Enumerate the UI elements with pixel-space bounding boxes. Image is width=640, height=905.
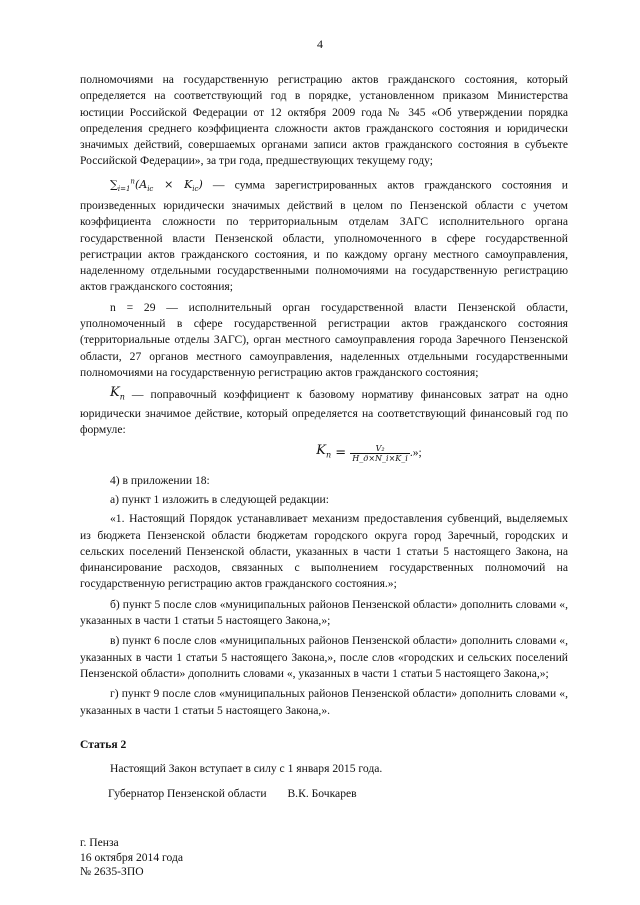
kn-variable: $K_п$ (110, 385, 125, 402)
item-b: б) пункт 5 после слов «муниципальных районов Пензенской области» дополнить словами «, указанных в части 1 статьи 5 настоящего Закона,»; (80, 597, 568, 628)
governor-signature-line (108, 786, 508, 802)
quoted-point-1: «1. Настоящий Порядок устанавливает механизм предоставления субвенций, выделяемых из бюджета Пензенской области бюджетам городского округа город Заречный, городских и сельских поселений Пензенской области, указанных в части 1 статьи 5 настоящего Закона, на финансирование расходов, связанных с выполнением государственных полномочий на государственную регистрацию актов гражданского состояния.»; (80, 512, 568, 591)
governor-name: В.К. Бочкарев (287, 787, 357, 800)
governor-title: Губернатор Пензенской области (108, 787, 267, 800)
item-g: г) пункт 9 после слов «муниципальных районов Пензенской области» дополнить словами «, указанных в части 1 статьи 5 настоящего Закона,». (80, 687, 568, 717)
paragraph-continuation: полномочиями на государственную регистрацию актов гражданского состояния, который определяется на соответствующий год в порядке, установленном приказом Министерства юстиции Российской Федерации от 12 октября 2009 года № 345 «Об утверждении порядка определения среднего коэффициента сложности актов гражданского состояния и юридически значимых действий, совершаемых органами записи актов гражданского состояния в субъекте Российской Федерации», за три года, предшествующих текущему году; (80, 73, 568, 168)
paragraph-n-definition: n = 29 — исполнительный орган государственной власти Пензенской области, уполномоченный в сфере государственной регистрации актов гражданского состояния (территориальные отделы ЗАГС), орган местного самоуправления города Заречного Пензенской области, 27 органов местного самоуправления, наделенных отдельными государственными полномочиями на государственную регистрацию актов гражданского состояния; (80, 300, 568, 379)
kn-definition-text: — поправочный коэффициент к базовому нормативу финансовых затрат на одно юридически значимое действие, который определяется на соответствующий финансовый год по формуле: (80, 388, 568, 437)
footer-number: № 2635-ЗПО (80, 865, 144, 878)
article-2-text: Настоящий Закон вступает в силу с 1 января 2015 года. (110, 762, 383, 776)
footer-city: г. Пенза (80, 836, 119, 849)
document-footer (80, 836, 380, 880)
footer-date: 16 октября 2014 года (80, 850, 184, 864)
article-2-heading: Статья 2 (80, 737, 127, 751)
document-body (80, 72, 568, 781)
sum-definition-text: — сумма зарегистрированных актов гражданского состояния и произведенных юридически значимых действий в целом по Пензенской области с учетом коэффициента сложности по территориальным отделам ЗАГС исполнительного органа государственной власти Пензенской области, уполномоченного в сфере государственной регистрации актов гражданского состояния, и по каждому органу местного самоуправления, наделенному отдельными государственными полномочиями на государственную регистрацию актов гражданского состояния; (80, 178, 568, 294)
item-4: 4) в приложении 18: (110, 473, 210, 487)
sum-formula: $\sum_{i=1}^n(A_{ic} \times K_{ic})$ (110, 177, 203, 194)
page-number: 4 (317, 37, 323, 51)
kn-formula: $K_п$ = $\frac{\text{V₂}}{H\_д\times N\_i\times K\_i}$ .»; (316, 442, 422, 463)
paragraph-kn-definition (80, 385, 568, 438)
item-v: в) пункт 6 после слов «муниципальных районов Пензенской области» дополнить словами «, указанных в части 1 статьи 5 настоящего Закона,», после слов «городских и сельских поселений Пензенской области» дополнить словами «, указанных в части 1 статьи 5 настоящего Закона,»; (80, 634, 568, 680)
paragraph-sum-definition (80, 174, 568, 296)
item-a: а) пункт 1 изложить в следующей редакции: (110, 492, 329, 506)
kn-fraction: $\frac{\text{V₂}}{H\_д\times N\_i\times K\_i}$ (352, 443, 408, 463)
